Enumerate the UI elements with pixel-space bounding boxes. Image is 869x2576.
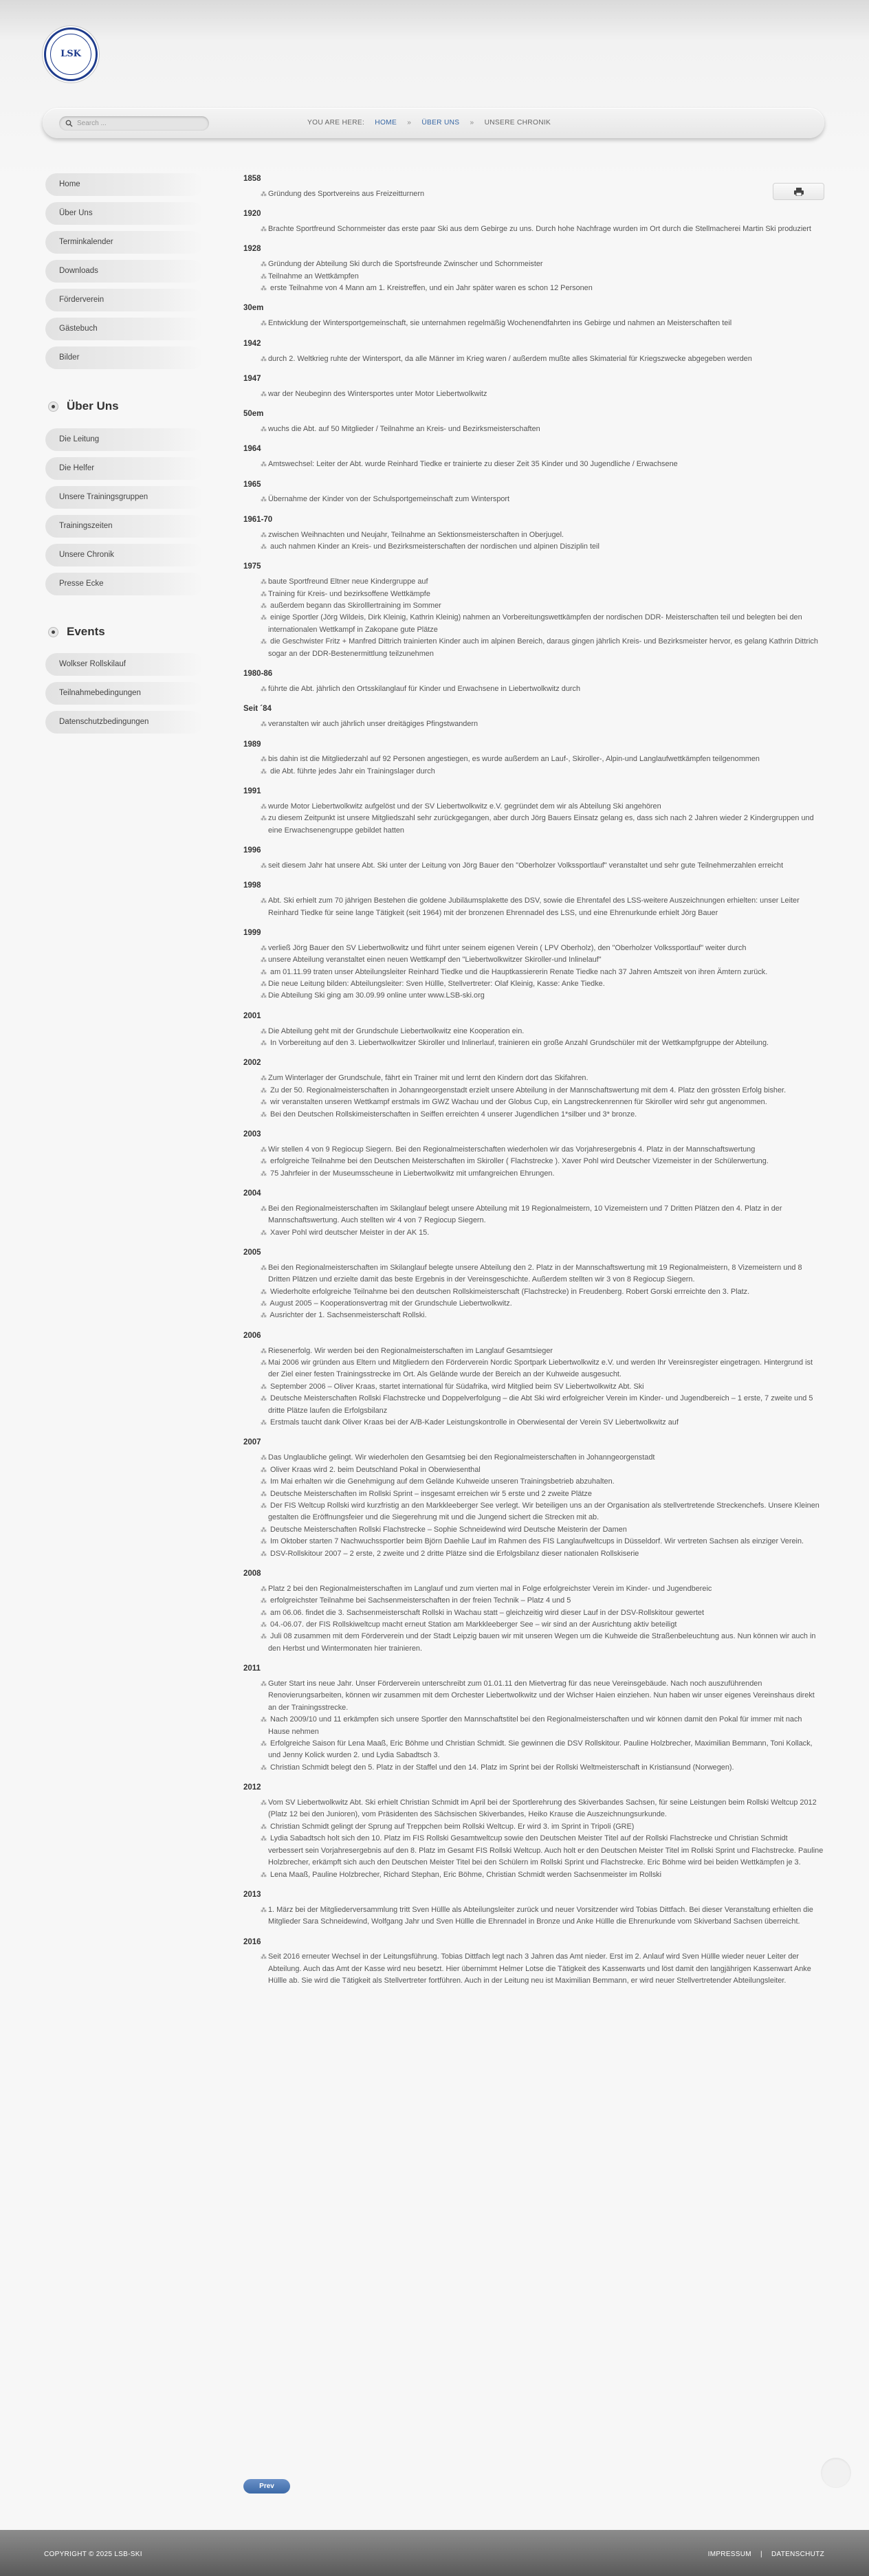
breadcrumb: [307, 118, 559, 129]
chronik-year: 1980-86: [243, 670, 273, 679]
bullet-icon: [48, 401, 58, 412]
chronik-entry: ⁂ Brachte Sportfreund Schornmeister das erste paar Ski aus dem Gebirge zu uns. Durch hohe Nachfrage wurden im Ort durch die Stellmacherei Martin Ski produziert: [243, 223, 824, 235]
chronik-entry: ⁂ Die Abteilung geht mit der Grundschule Liebertwolkwitz eine Kooperation ein.: [243, 1026, 824, 1037]
chronik-year: 2001: [243, 1011, 261, 1020]
top-bar: [43, 108, 824, 138]
chronik-entry: ⁂ Juli 08 zusammen mit dem Förderverein und der Stadt Leipzig bauen wir mit unseren Wegen um die Kuhweide die Straßenbeleuchtung aus. Nun können wir auch in den Herbst und Wintermonaten hier trainieren.: [243, 1631, 824, 1655]
search-placeholder: Search ...: [77, 119, 107, 127]
chronik-entry: ⁂ Zu der 50. Regionalmeisterschaften in Johanngeorgenstadt erzielt unsere Abteilung in der Mannschaftswertung mit dem 4. Platz den grössten Erfolg bisher.: [243, 1085, 824, 1097]
chronik-entry: ⁂ 75 Jahrfeier in der Museumsscheune in Liebertwolkwitz mit umfangreichen Ehrungen.: [243, 1168, 824, 1180]
chronik-entry: ⁂ Platz 2 bei den Regionalmeisterschaften im Langlauf und zum vierten mal in Folge erfolgreichster Verein im Kinder- und Jugendbereic: [243, 1583, 824, 1595]
chronik-year: 1947: [243, 374, 261, 383]
breadcrumb-current: UNSERE CHRONIK: [484, 119, 551, 126]
chronik-entry: ⁂ Riesenerfolg. Wir werden bei den Regionalmeisterschaften im Langlauf Gesamtsieger: [243, 1345, 824, 1357]
chronik-entry: ⁂ erfolgreiche Teilnahme bei den Deutschen Meisterschaften im Skiroller ( Flachstrecke ). Xaver Pohl wird Deutscher Vizemeister in der Schülerwertung.: [243, 1156, 824, 1167]
chronik-year: 1928: [243, 245, 261, 254]
chronik-entry: ⁂ führte die Abt. jährlich den Ortsskilanglauf für Kinder und Erwachsene in Liebertwolkwitz durch: [243, 683, 824, 695]
chronik-entry: ⁂ seit diesem Jahr hat unsere Abt. Ski unter der Leitung von Jörg Bauer den "Oberholzer Volkssportlauf" veranstaltet und sehr gute Teilnehmerzahlen erreicht: [243, 860, 824, 872]
breadcrumb-separator: »: [407, 119, 412, 126]
footer-link-impressum[interactable]: IMPRESSUM: [707, 2551, 751, 2558]
chronik-entry: ⁂ 04.-06.07. der FIS Rollskiweltcup macht erneut Station am Markkleeberger See – wir sind an der Ausrichtung aktiv beteiligt: [243, 1619, 824, 1631]
chronik-year: 2011: [243, 1664, 261, 1673]
chronik-entry: ⁂ In Vorbereitung auf den 3. Liebertwolkwitzer Skiroller und Inlinerlauf, trainieren ein große Anzahl Grundschüler mit der Wettkampfgruppe der Abteilung.: [243, 1037, 824, 1049]
chronik-year: 1858: [243, 175, 261, 183]
chronik-entry: ⁂ Die neue Leitung bilden: Abteilungsleiter: Sven Hüllle, Stellvertreter: Olaf Kleinig, Kasse: Anke Tiedke.: [243, 978, 824, 990]
chronik-entry: ⁂ Oliver Kraas wird 2. beim Deutschland Pokal in Oberwiesenthal: [243, 1464, 824, 1476]
chronik-entry: ⁂ 1. März bei der Mitgliederversammlung tritt Sven Hüllle als Abteilungsleiter zurück und neuer Vorsitzender wird Tobias Dittfach. Bei dieser Veranstaltung erhielten die Mitglieder Sara Schneidewind, Wolfgang Jahr und Sven Hüllle die Ehrennadel in Bronze und Anke Hüllle die Ehrenurkunde vom Skiverband Sachsen überreicht.: [243, 1904, 824, 1928]
nav-item-datenschutzbedingungen[interactable]: Datenschutzbedingungen: [45, 711, 204, 734]
breadcrumb-separator: »: [470, 119, 474, 126]
club-logo[interactable]: [44, 27, 98, 81]
breadcrumb-ueber-uns[interactable]: ÜBER UNS: [421, 119, 460, 126]
chronik-entry: ⁂ DSV-Rollskitour 2007 – 2 erste, 2 zweite und 2 dritte Plätze sind die Erfolgsbilanz dieser nationalen Rollskiserie: [243, 1548, 824, 1560]
chronik-entry: ⁂ Seit 2016 erneuter Wechsel in der Leitungsführung. Tobias Dittfach legt nach 3 Jahren das Amt nieder. Erst im 2. Anlauf wird Sven Hüllle wieder neuer Leiter der Abteilung. Auch das Amt der Kasse wird neu besetzt. Hier übernimmt Helmer Lotse die Tätigkeit des Kassenwarts und löst damit den langjährigen Kassenwart Anke Hüllle ab. Sie wird die Tätigkeit als Stellvertreter fortführen. Auch in der Leitung neu ist Maximilian Bemmann, er wird neuer Stellvertretender Abteilungsleiter.: [243, 1951, 824, 1987]
events-nav: [45, 653, 204, 740]
section-heading-events: [48, 623, 105, 641]
chronik-entry: ⁂ Training für Kreis- und bezirksoffene Wettkämpfe: [243, 588, 824, 600]
logo-text: LSK: [50, 34, 91, 75]
nav-item-foerderverein[interactable]: Förderverein: [45, 289, 204, 311]
chronik-entry: ⁂ Xaver Pohl wird deutscher Meister in der AK 15.: [243, 1227, 824, 1239]
chronik-entry: ⁂ Lena Maaß, Pauline Holzbrecher, Richard Stephan, Eric Böhme, Christian Schmidt werden Sachsenmeister im Rollski: [243, 1869, 824, 1881]
search-icon: [65, 120, 73, 127]
chronik-entry: ⁂ August 2005 – Kooperationsvertrag mit der Grundschule Liebertwolkwitz.: [243, 1298, 824, 1310]
back-to-top-button[interactable]: [821, 2458, 851, 2488]
chronik-year: 2008: [243, 1569, 261, 1578]
chronik-entry: ⁂ war der Neubeginn des Wintersportes unter Motor Liebertwolkwitz: [243, 388, 824, 400]
chronik-year: 1999: [243, 929, 261, 937]
chronik-entry: ⁂ Deutsche Meisterschaften Rollski Flachstrecke – Sophie Schneidewind wird Deutsche Meisterin der Damen: [243, 1524, 824, 1536]
nav-item-presse-ecke[interactable]: Presse Ecke: [45, 573, 204, 595]
chronik-entry: ⁂ baute Sportfreund Eltner neue Kindergruppe auf: [243, 576, 824, 588]
nav-item-unsere-chronik[interactable]: Unsere Chronik: [45, 544, 204, 566]
chronik-entry: ⁂ bis dahin ist die Mitgliederzahl auf 92 Personen angestiegen, es wurde außerdem an Lauf-, Skiroller-, Alpin-und Langlaufwettkämpfen teilgenommen: [243, 753, 824, 765]
search-input[interactable]: [59, 116, 209, 131]
chronik-year: 2006: [243, 1331, 261, 1340]
chronik-entry: ⁂ Gründung der Abteilung Ski durch die Sportsfreunde Zwinscher und Schornmeister: [243, 258, 824, 270]
chronik-entry: ⁂ die Abt. führte jedes Jahr ein Trainingslager durch: [243, 766, 824, 778]
chronik-entry: ⁂ unsere Abteilung veranstaltet einen neuen Wettkampf den "Liebertwolkwitzer Skiroller-und Inlinelauf": [243, 954, 824, 966]
chronik-year: 1975: [243, 562, 261, 571]
chronik-year: 1920: [243, 210, 261, 219]
chronik-entry: ⁂ wir veranstalten unseren Wettkampf erstmals im GWZ Wachau und der Globus Cup, ein Langstreckenrennen für Skiroller wird sehr gut angenommen.: [243, 1097, 824, 1108]
chronik-year: 2012: [243, 1783, 261, 1792]
chronik-year: 1965: [243, 480, 261, 489]
chronik-entry: ⁂ Übernahme der Kinder von der Schulsportgemeinschaft zum Wintersport: [243, 494, 824, 505]
chronik-entry: ⁂ Gründung des Sportvereins aus Freizeitturnern: [243, 188, 824, 200]
chronik-entry: ⁂ Christian Schmidt gelingt der Sprung auf Treppchen beim Rollski Weltcup. Er wird 3. im Sprint in Tripoli (GRE): [243, 1821, 824, 1833]
prev-button[interactable]: Prev: [243, 2479, 290, 2494]
chronik-entry: ⁂ Ausrichter der 1. Sachsenmeisterschaft Rollski.: [243, 1310, 824, 1321]
nav-item-die-helfer[interactable]: Die Helfer: [45, 457, 204, 480]
chronik-entry: ⁂ Christian Schmidt belegt den 5. Platz in der Staffel und den 14. Platz im Sprint bei der Rollski Weltmeisterschaft in Kristiansund (Norwegen).: [243, 1762, 824, 1774]
footer-link-datenschutz[interactable]: DATENSCHUTZ: [771, 2551, 824, 2558]
nav-item-wolkser-rollskilauf[interactable]: Wolkser Rollskilauf: [45, 653, 204, 676]
chronik-entry: ⁂ außerdem begann das Skirolllertraining im Sommer: [243, 600, 824, 612]
chronik-entry: ⁂ Entwicklung der Wintersportgemeinschaft, sie unternahmen regelmäßig Wochenendfahrten ins Gebirge und nahmen an Meisterschaften teil: [243, 318, 824, 329]
chronik-entry: ⁂ wurde Motor Liebertwolkwitz aufgelöst und der SV Liebertwolkwitz e.V. gegründet dem wir als Abteilung Ski angehören: [243, 801, 824, 813]
main-nav: [45, 173, 204, 375]
chronik-entry: ⁂ Vom SV Liebertwolkwitz Abt. Ski erhielt Christian Schmidt im April bei der Sportlerehrung des Skiverbandes Sachsen, für seine Leistungen beim Rollski Weltcup 2012 (Platz 12 bei den Junioren), vom Präsidenten des Sächsischen Skiverbandes, Heiko Krause die Auszeichnungsurkunde.: [243, 1797, 824, 1821]
chronik-year: 1998: [243, 881, 261, 890]
section-title: Über Uns: [67, 399, 119, 412]
bullet-icon: [48, 627, 58, 637]
breadcrumb-prefix: YOU ARE HERE:: [307, 119, 365, 126]
copyright: COPYRIGHT © 2025 LSB-SKI: [44, 2551, 142, 2558]
chronik-year: 2004: [243, 1189, 261, 1198]
chronik-entry: ⁂ Erfolgreiche Saison für Lena Maaß, Eric Böhme und Christian Schmidt. Sie gewinnen die DSV Rollskitour. Pauline Holzbrecher, Maximilian Bemmann, Toni Kollack, und Jenny Kolick wurden 2. und Lydia Sabadtsch 3.: [243, 1738, 824, 1762]
chronik-entry: ⁂ Zum Winterlager der Grundschule, fährt ein Trainer mit und lernt den Kindern dort das Skifahren.: [243, 1072, 824, 1084]
chronik-entry: ⁂ Wir stellen 4 von 9 Regiocup Siegern. Bei den Regionalmeisterschaften wiederholen wir das Vorjahresergebnis 4. Platz in der Mannschaftswertung: [243, 1144, 824, 1156]
breadcrumb-home[interactable]: HOME: [375, 119, 397, 126]
chronik-year: 2007: [243, 1438, 261, 1447]
footer: [0, 2530, 869, 2576]
chronik-entry: ⁂ Teilnahme an Wettkämpfen: [243, 271, 824, 283]
chronik-entry: ⁂ Im Mai erhalten wir die Genehmigung auf dem Gelände Kuhweide unseren Trainingsbetrieb abzuhalten.: [243, 1476, 824, 1488]
nav-item-terminkalender[interactable]: Terminkalender: [45, 231, 204, 254]
chronik-year: 2002: [243, 1059, 261, 1068]
chronik-entry: ⁂ die Geschwister Fritz + Manfred Dittrich trainierten Kinder auch im alpinen Bereich, daraus gingen jährlich Kreis- und Bezirksmeister hervor, es gelang Kathrin Dittrich sogar an der DDR-Bestenermittlung teilzunehmen: [243, 636, 824, 660]
chronik-entry: ⁂ Die Abteilung Ski ging am 30.09.99 online unter www.LSB-ski.org: [243, 990, 824, 1002]
chronik-entry: ⁂ Deutsche Meisterschaften im Rollski Sprint – insgesamt erreichen wir 5 erste und 2 zweite Plätze: [243, 1488, 824, 1500]
chronik-entry: ⁂ Amtswechsel: Leiter der Abt. wurde Reinhard Tiedke er trainierte zu dieser Zeit 35 Kinder und 30 Jugendliche / Erwachsene: [243, 459, 824, 470]
chronik-entry: ⁂ erste Teilnahme von 4 Mann am 1. Kreistreffen, und ein Jahr später waren es schon 12 Personen: [243, 283, 824, 294]
chronik-year: 30em: [243, 304, 264, 313]
footer-link-separator: |: [760, 2551, 762, 2558]
chronik-year: 2005: [243, 1248, 261, 1257]
chronik-year: 1964: [243, 445, 261, 454]
chronik-year: 2016: [243, 1937, 261, 1946]
chronik-entry: ⁂ Bei den Deutschen Rollskimeisterschaften in Seiffen erreichten 4 unserer Jugendlichen 1*silber und 3* bronze.: [243, 1109, 824, 1121]
chronik-year: Seit ´84: [243, 705, 272, 714]
nav-item-downloads[interactable]: Downloads: [45, 260, 204, 283]
chronik-entry: ⁂ durch 2. Weltkrieg ruhte der Wintersport, da alle Männer im Krieg waren / außerdem mußte alles Skimaterial für Kriegszwecke abgegeben werden: [243, 353, 824, 365]
chronik-entry: ⁂ Bei den Regionalmeisterschaften im Skilanglauf belegte unsere Abteilung den 2. Platz in der Mannschaftswertung mit 19 Regionalmeistern, 8 Vizemeistern und 8 Dritten Plätzen und erzielte damit das beste Ergebnis in der Vereinsgeschichte. Außerdem stellten wir 3 von 8 Regiocup Siegern.: [243, 1262, 824, 1286]
nav-item-unsere-trainingsgruppen[interactable]: Unsere Trainingsgruppen: [45, 486, 204, 509]
chronik-entry: ⁂ Deutsche Meisterschaften Rollski Flachstrecke und Doppelverfolgung – die Abt Ski wird erfolgreicher Verein im Kinder- und Jugendbereich – 1 erste, 7 zweite und 5 dritte Plätze laufen die Erfolgsbilanz: [243, 1393, 824, 1417]
chronik-entry: ⁂ Bei den Regionalmeisterschaften im Skilanglauf belegt unsere Abteilung mit 19 Regionalmeistern, 10 Vizemeistern und 7 Dritten Plätzen den 4. Platz in der Mannschaftswertung. Auch stellten wir 4 von 7 Regiocup Siegern.: [243, 1203, 824, 1227]
chronik-entry: ⁂ Das Unglaubliche gelingt. Wir wiederholen den Gesamtsieg bei den Regionalmeisterschaften in Johanngeorgenstadt: [243, 1452, 824, 1464]
chronik-year: 1991: [243, 787, 261, 796]
nav-item-bilder[interactable]: Bilder: [45, 346, 204, 369]
chronik-entry: ⁂ Mai 2006 wir gründen aus Eltern und Mitgliedern den Förderverein Nordic Sportpark Liebertwolkwitz e.V. und werden Ihr Vereinsregister eingetragen. Hintergrund ist der Ziel einer festen Trainingsstrecke im Ort. Als Gelände wurde der Bereich an der Kuhweide ausgesucht.: [243, 1357, 824, 1381]
chronik-entry: ⁂ Guter Start ins neue Jahr. Unser Förderverein unterschreibt zum 01.01.11 den Mietvertrag für das neue Vereinsgebäude. Nach noch auszuführenden Renovierungsarbeiten, können wir zusammen mit dem Orchester Liebertwolkwitz und der Wichser Haien einziehen. Nun haben wir unser eigenes Vereinshaus direkt an der Trainingsstrecke.: [243, 1678, 824, 1714]
chronik-entry: ⁂ Im Oktober starten 7 Nachwuchssportler beim Björn Daehlie Lauf im Rahmen des FIS Langlaufweltcups in Düsseldorf. Wir vertreten Sachsen als einziger Verein.: [243, 1536, 824, 1548]
chronik-entry: ⁂ auch nahmen Kinder an Kreis- und Bezirksmeisterschaften der nordischen und alpinen Disziplin teil: [243, 541, 824, 553]
chronik-entry: ⁂ Erstmals taucht dank Oliver Kraas bei der A/B-Kader Leistungskontrolle in Oberwiesental der Verein SV Liebertwolkwitz auf: [243, 1417, 824, 1429]
nav-item-ueber-uns[interactable]: Über Uns: [45, 202, 204, 225]
section-title: Events: [67, 625, 105, 638]
footer-links: [701, 2549, 824, 2560]
chronik-year: 1996: [243, 846, 261, 855]
chronik-year: 2013: [243, 1890, 261, 1899]
chronik-entry: ⁂ September 2006 – Oliver Kraas, startet international für Südafrika, wird Mitglied beim SV Liebertwolkwitz Abt. Ski: [243, 1381, 824, 1393]
chronik-entry: ⁂ Nach 2009/10 und 11 erkämpfen sich unsere Sportler den Mannschaftstitel bei den Regionalmeisterschaften und wir können damit den Pokal für immer mit nach Hause nehmen: [243, 1714, 824, 1738]
chronik-year: 2003: [243, 1130, 261, 1138]
nav-item-home[interactable]: Home: [45, 173, 204, 196]
chronik-entry: ⁂ Abt. Ski erhielt zum 70 jährigen Bestehen die goldene Jubiläumsplakette des DSV, sowie die Ehrentafel des LSS-weitere Auszeichnungen erhielten: unser Leiter Reinhard Tiedke für seine lange Tätigkeit (seit 1964) mit der bronzenen Ehrennadel des LSS, und eine Ehrenurkunde erhielt Jörg Bauer: [243, 895, 824, 919]
chronik-entry: ⁂ Wiederholte erfolgreiche Teilnahme bei den deutschen Rollskimeisterschaft (Flachstrecke) in Freudenberg. Robert Gorski errreichte den 3. Platz.: [243, 1286, 824, 1298]
chronik-entry: ⁂ am 01.11.99 traten unser Abteilungsleiter Reinhard Tiedke und die Hauptkassiererin Renate Tiedke nach 37 Jahren Amtszeit von ihren Ämtern zurück.: [243, 967, 824, 978]
nav-item-die-leitung[interactable]: Die Leitung: [45, 428, 204, 451]
chronik-content: [243, 173, 824, 1988]
chronik-year: 1942: [243, 339, 261, 348]
chronik-entry: ⁂ Lydia Sabadtsch holt sich den 10. Platz im FIS Rollski Gesamtweltcup sowie den Deutschen Meister Titel auf der Rollski Flachstrecke und Christian Schmidt verbessert sein Vorjahresergebnis auf den 8. Platz im Gesamt FIS Rollski Weltcup. Auch holt er den Deutschen Meister Titel im Rollski Sprint und Flachstrecke. Pauline Holzbrecher, erkämpft sich auch den Deutschen Meister Titel bei den Schülern im Rollski Sprint und Flachstrecke. Eric Böhme wird bei beiden Wettkämpfen je 3.: [243, 1833, 824, 1869]
chronik-entry: ⁂ erfolgreichster Teilnahme bei Sachsenmeisterschaften in der freien Technik – Platz 4 und 5: [243, 1595, 824, 1607]
chronik-entry: ⁂ zu diesem Zeitpunkt ist unsere Mitgliedszahl sehr zurückgegangen, aber durch Jörg Bauers Einsatz gelang es, dass sich nach 2 Jahren wieder 2 Kindergruppen und eine Erwachsenengruppe gebildet hatten: [243, 813, 824, 837]
chronik-entry: ⁂ zwischen Weihnachten und Neujahr, Teilnahme an Sektionsmeisterschaften in Oberjugel.: [243, 529, 824, 541]
ueber-uns-nav: [45, 428, 204, 602]
chronik-entry: ⁂ verließ Jörg Bauer den SV Liebertwolkwitz und führt unter seinem eigenen Verein ( LPV Oberholz), den "Oberholzer Volkssportlauf" weiter durch: [243, 943, 824, 954]
chronik-year: 1989: [243, 740, 261, 749]
chronik-entry: ⁂ wuchs die Abt. auf 50 Mitglieder / Teilnahme an Kreis- und Bezirksmeisterschaften: [243, 423, 824, 435]
chronik-year: 50em: [243, 410, 264, 419]
chronik-entry: ⁂ am 06.06. findet die 3. Sachsenmeisterschaft Rollski in Wachau statt – gleichzeitig wird dieser Lauf in der DSV-Rollskitour gewertet: [243, 1607, 824, 1619]
chronik-entry: ⁂ einige Sportler (Jörg Wildeis, Dirk Kleinig, Kathrin Kleinig) nahmen an Vorbereitungswettkämpfen der nordischen DDR- Meisterschaften teil und belegten bei den internationalen Wettkampf in Zakopane gute Plätze: [243, 612, 824, 636]
nav-item-gaestebuch[interactable]: Gästebuch: [45, 318, 204, 340]
nav-item-trainingszeiten[interactable]: Trainingszeiten: [45, 515, 204, 538]
section-heading-ueber-uns: [48, 397, 119, 415]
chronik-year: 1961-70: [243, 515, 273, 524]
chronik-entry: ⁂ veranstalten wir auch jährlich unser dreitägiges Pfingstwandern: [243, 718, 824, 730]
nav-item-teilnahmebedingungen[interactable]: Teilnahmebedingungen: [45, 682, 204, 705]
chronik-entry: ⁂ Der FIS Weltcup Rollski wird kurzfristig an den Markkleeberger See verlegt. Wir beteiligen uns an der Organisation als stellvertretende Streckenchefs. Unsere Kleinen gestalten die Eröffnungsfeier und die Siegerehrung mit und die Jungend sichert die Strecken mit ab.: [243, 1500, 824, 1524]
